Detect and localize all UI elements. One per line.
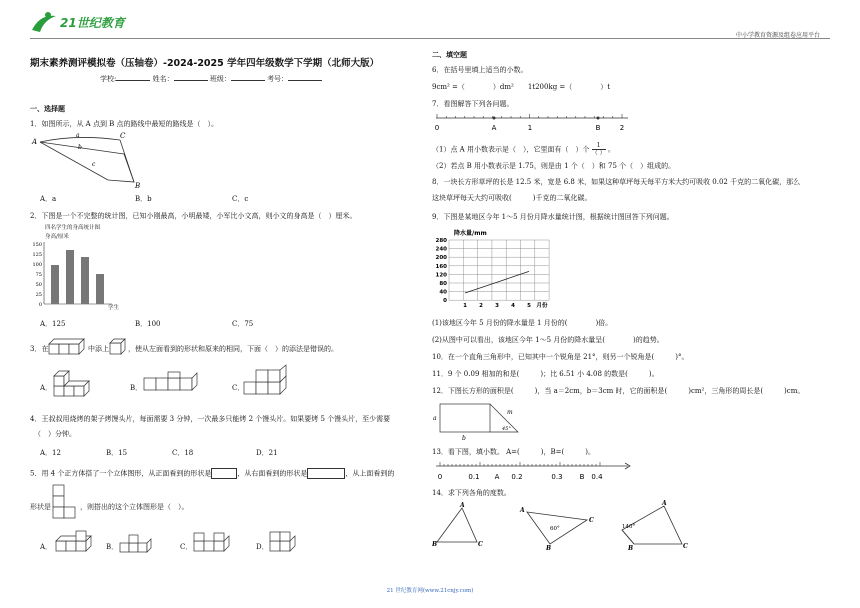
q5-option-a-cubes — [54, 531, 96, 555]
q14-text: 14．求下列各角的度数。 — [432, 489, 511, 497]
svg-text:A: A — [662, 500, 667, 507]
svg-text:C: C — [478, 541, 483, 548]
svg-text:0.1: 0.1 — [468, 473, 480, 481]
label-A: A — [32, 138, 38, 146]
svg-text:60°: 60° — [550, 526, 560, 532]
svg-text:B: B — [432, 541, 438, 548]
q3-text-b: 中添上 — [88, 345, 109, 353]
q2-xlabel: 学生 — [108, 305, 120, 311]
q9-text: 9．下图是某地区今年 1～5 月份月降水量统计图，根据统计图回答下列问题。 — [432, 213, 674, 221]
q9-rainfall-chart — [432, 228, 557, 312]
q9-sub2: (2)从图中可以看出，该地区今年 1～5 月份的降水量呈( )的趋势。 — [432, 336, 664, 344]
svg-text:0.2: 0.2 — [511, 473, 523, 481]
svg-text:125: 125 — [32, 252, 42, 258]
svg-text:3: 3 — [495, 303, 499, 309]
svg-text:2: 2 — [619, 124, 625, 132]
section2-heading: 二、填空题 — [432, 51, 467, 59]
svg-text:240: 240 — [435, 246, 447, 253]
svg-text:c: c — [92, 161, 96, 168]
q7-sub1: （1）点 A 用小数表示是（ ），它里面有（ ）个 1 （ ） 。 — [432, 142, 615, 157]
svg-text:75: 75 — [35, 272, 42, 278]
q5-line1: 5．用 4 个正方体搭了一个立体图形，从正面看到的形状是 ，从右面看到的形状是 ，从上面看到的 — [30, 469, 395, 478]
page-title: 期末素养测评模拟卷（压轴卷）-2024-2025 学年四年级数学下学期（北师大版） — [30, 58, 380, 69]
q7-sub2: （2）若点 B 用小数表示是 1.75，则是由 1 个（ ）和 75 个（ ）组成的。 — [432, 162, 676, 170]
svg-text:1: 1 — [527, 124, 533, 132]
q10-text: 10．在一个直角三角形中，已知其中一个锐角是 21°，则另一个锐角是( )°。 — [432, 353, 689, 361]
q5-line2-a: 形状是 — [30, 503, 51, 511]
q11-text: 11．9 个 0.09 相加的和是( )；比 6.51 小 4.08 的数是( )。 — [432, 370, 659, 378]
q12-text: 12．下图长方形的面积是( )，当 a＝2cm，b＝3cm 时，它的面积是( )cm²，三角形的周长是( )cm。 — [432, 387, 805, 395]
q2-height-chart — [30, 240, 130, 310]
q8-line2: 这块草坪每天大约可吸收( )千克的二氧化碳。 — [432, 194, 592, 202]
q12-rectangle-figure — [432, 400, 532, 442]
svg-text:b: b — [462, 435, 466, 442]
q4-line1: 4．王叔叔用烧烤的架子烤馒头片，每面需要 3 分钟，一次最多只能烤 2 个馒头片。如果要烤 5 个馒头片，至少需要 — [30, 415, 391, 423]
q8-line1: 8．一块长方形草坪的长是 12.5 米，宽是 6.8 米，如果这种草坪每天每平方米大约可吸收 0.02 千克的二氧化碳，那么 — [432, 178, 801, 186]
q3-option-b-cubes — [142, 370, 202, 400]
q4-option-a[interactable]: A．12 — [40, 449, 61, 457]
svg-text:B: B — [546, 545, 552, 552]
q1-route-figure — [32, 132, 147, 190]
svg-text:40: 40 — [439, 289, 447, 296]
svg-text:0: 0 — [434, 124, 440, 132]
q1-option-a[interactable]: A．a — [40, 195, 57, 203]
logo-icon — [30, 10, 60, 36]
svg-text:160: 160 — [435, 263, 447, 270]
section1-heading: 一、选择题 — [30, 105, 65, 113]
q3-text-a: 3．在 — [30, 345, 49, 353]
svg-text:A: A — [460, 502, 465, 509]
svg-text:A: A — [520, 507, 525, 514]
q5-option-d[interactable]: D． — [256, 543, 269, 551]
footer: 21 世纪教育网(www.21cnjy.com) — [386, 588, 474, 594]
svg-text:4: 4 — [511, 303, 515, 309]
svg-text:0.4: 0.4 — [591, 473, 603, 481]
q14-triangles — [432, 500, 692, 550]
q2-option-b[interactable]: B．100 — [135, 320, 161, 328]
q3-original-cubes — [47, 335, 87, 357]
platform-name: 中小学教育资源及组卷应用平台 — [735, 32, 820, 39]
svg-text:A: A — [491, 124, 497, 132]
q5-top-view — [52, 484, 78, 520]
svg-text:b: b — [78, 144, 82, 151]
q3-option-b[interactable]: B． — [130, 384, 143, 392]
header-divider — [30, 38, 830, 39]
q5-option-c[interactable]: C． — [180, 543, 193, 551]
svg-text:B: B — [628, 545, 634, 552]
svg-text:80: 80 — [439, 281, 447, 287]
q1-option-b[interactable]: B．b — [135, 195, 152, 203]
q3-option-a[interactable]: A． — [40, 384, 53, 392]
q4-option-d[interactable]: D．21 — [256, 449, 278, 457]
q13-number-line — [432, 461, 632, 483]
student-info: 学校: 姓名： 班级： 考号： — [100, 73, 322, 84]
svg-text:150: 150 — [32, 242, 42, 248]
svg-text:120: 120 — [435, 272, 447, 279]
svg-text:200: 200 — [435, 255, 447, 262]
q1-text: 1．如图所示，从 A 点到 B 点的路线中最短的路线是（ ）。 — [30, 120, 219, 128]
q3-option-c-cubes — [242, 368, 298, 398]
svg-text:a: a — [76, 132, 80, 139]
q5-option-b-cubes — [118, 533, 154, 555]
q6-fill: 9cm² =（ ）dm² 1t200kg =（ ）t — [432, 83, 611, 91]
svg-text:月份: 月份 — [536, 303, 548, 309]
q9-sub1: (1)该地区今年 5 月份的降水量是 1 月份的( )倍。 — [432, 319, 613, 327]
svg-text:25: 25 — [35, 292, 42, 298]
svg-text:1: 1 — [463, 303, 467, 309]
svg-text:B: B — [135, 182, 141, 190]
q3-option-a-cubes — [52, 366, 96, 400]
svg-text:100: 100 — [32, 262, 42, 268]
q3-text-c: ，使从左面看到的形状和原来的相同，下面（ ）的添法是错误的。 — [128, 345, 338, 353]
q3-add-cube — [108, 337, 128, 357]
svg-text:2: 2 — [479, 303, 483, 309]
q13-text: 13．看下图，填小数。 A=( )，B=( )。 — [432, 448, 595, 456]
q2-ylabel: 身高/厘米 — [45, 234, 69, 240]
svg-text:B: B — [595, 124, 601, 132]
q5-option-c-cubes — [192, 531, 236, 555]
svg-text:0: 0 — [437, 473, 443, 481]
q2-option-c[interactable]: C．75 — [232, 320, 254, 328]
q7-number-line — [432, 112, 632, 134]
svg-text:C: C — [120, 132, 126, 140]
svg-text:50: 50 — [35, 282, 42, 288]
svg-text:0.3: 0.3 — [551, 473, 563, 481]
svg-text:C: C — [683, 543, 688, 550]
q4-option-b[interactable]: B．15 — [106, 449, 128, 457]
logo-text: 21世纪教育 — [60, 16, 125, 30]
svg-text:C: C — [589, 517, 594, 524]
svg-text:a: a — [433, 415, 437, 422]
q5-line2-b: ，则搭出的这个立体图形是（ ）。 — [80, 503, 189, 511]
q1-option-c[interactable]: C．c — [232, 195, 249, 203]
q2-chart-title: 四名学生的身高统计图 — [45, 225, 101, 231]
q4-option-c[interactable]: C．18 — [172, 449, 194, 457]
svg-text:45°: 45° — [502, 426, 511, 432]
svg-text:A: A — [494, 473, 500, 481]
q2-option-a[interactable]: A．125 — [40, 320, 66, 328]
svg-text:140°: 140° — [622, 524, 636, 530]
svg-text:5: 5 — [527, 303, 531, 309]
svg-text:280: 280 — [435, 238, 447, 244]
svg-text:B: B — [579, 473, 585, 481]
q5-option-d-cubes — [268, 531, 302, 555]
svg-text:0: 0 — [443, 298, 447, 305]
q3-option-c[interactable]: C． — [232, 384, 245, 392]
q4-line2: （ ）分钟。 — [34, 430, 76, 438]
svg-text:降水量/mm: 降水量/mm — [454, 230, 487, 237]
q6-text: 6．在括号里填上适当的小数。 — [432, 66, 528, 74]
q5-option-b[interactable]: B． — [106, 543, 119, 551]
svg-text:m: m — [507, 409, 513, 416]
q7-text: 7．看图解答下列各问题。 — [432, 100, 514, 108]
q5-option-a[interactable]: A． — [40, 543, 53, 551]
svg-text:0: 0 — [38, 302, 42, 308]
q2-text: 2．下图是一个不完整的统计图，已知小刚最高，小明最矮，小军比小文高，则小文的身高是（ ）厘米。 — [30, 212, 357, 220]
